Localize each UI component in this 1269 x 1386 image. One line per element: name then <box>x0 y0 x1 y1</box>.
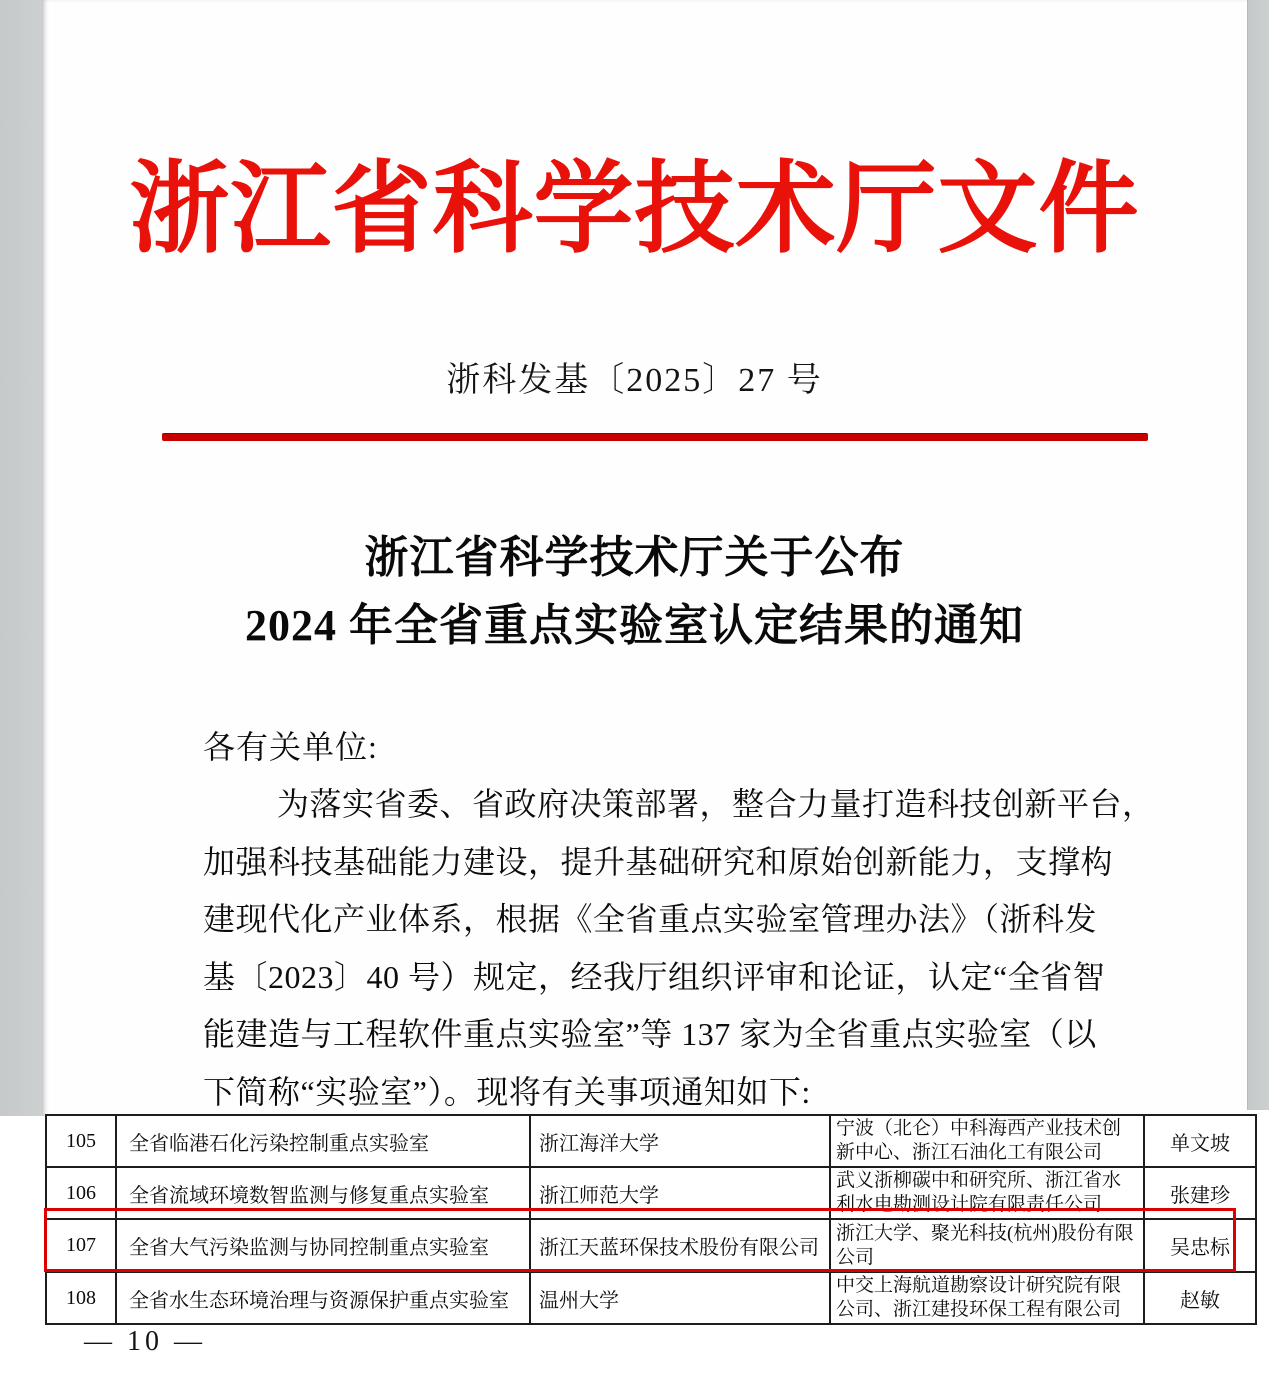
body-line: 加强科技基础能力建设，提升基础研究和原始创新能力，支撑构 <box>203 843 1114 880</box>
red-separator-rule <box>162 433 1148 441</box>
body-line: 基〔2023〕40 号）规定，经我厅组织评审和论证，认定“全省智 <box>203 958 1106 995</box>
table-row <box>46 1115 1256 1167</box>
table-row <box>46 1272 1256 1324</box>
partner-orgs-cell: 浙江大学、聚光科技(杭州)股份有限公司 <box>830 1219 1144 1272</box>
director-cell: 赵敏 <box>1144 1272 1256 1324</box>
lab-name-cell: 全省水生态环境治理与资源保护重点实验室 <box>116 1272 530 1324</box>
director-cell: 张建珍 <box>1144 1167 1256 1219</box>
body-line: 能建造与工程软件重点实验室”等 137 家为全省重点实验室（以 <box>203 1016 1097 1052</box>
partner-orgs-cell: 宁波（北仑）中科海西产业技术创新中心、浙江石油化工有限公司 <box>830 1115 1144 1167</box>
host-org-cell: 浙江师范大学 <box>530 1167 830 1219</box>
director-cell: 单文坡 <box>1144 1115 1256 1167</box>
body-line: 为落实省委、省政府决策部署，整合力量打造科技创新平台， <box>277 786 1155 822</box>
host-org-cell: 浙江海洋大学 <box>530 1115 830 1167</box>
row-number-cell: 106 <box>46 1167 116 1219</box>
salutation: 各有关单位: <box>203 729 378 765</box>
lab-name-cell: 全省流域环境数智监测与修复重点实验室 <box>116 1167 530 1219</box>
notice-title-line1: 浙江省科学技术厅关于公布 <box>364 533 905 582</box>
director-cell: 吴忠标 <box>1144 1219 1256 1272</box>
page-number: — 10 — <box>84 1326 206 1357</box>
row-number-cell: 108 <box>46 1272 116 1324</box>
notice-title <box>0 524 1269 660</box>
lab-name-cell: 全省临港石化污染控制重点实验室 <box>116 1115 530 1167</box>
partner-orgs-cell: 武义浙柳碳中和研究所、浙江省水利水电勘测设计院有限责任公司 <box>830 1167 1144 1219</box>
letterhead-title: 浙江省科学技术厅文件 <box>129 154 1140 265</box>
lab-name-cell: 全省大气污染监测与协同控制重点实验室 <box>116 1219 530 1272</box>
notice-title-line2: 2024 年全省重点实验室认定结果的通知 <box>245 601 1024 650</box>
document-number: 浙科发基〔2025〕27 号 <box>446 362 823 399</box>
row-number-cell: 107 <box>46 1219 116 1272</box>
row-number-cell: 105 <box>46 1115 116 1167</box>
body-paragraph <box>203 776 1155 1121</box>
body-line: 建现代化产业体系，根据《全省重点实验室管理办法》（浙科发 <box>203 901 1098 937</box>
host-org-cell: 温州大学 <box>530 1272 830 1324</box>
partner-orgs-cell: 中交上海航道勘察设计研究院有限公司、浙江建投环保工程有限公司 <box>830 1272 1144 1324</box>
row-107-highlight-box <box>44 1208 1236 1272</box>
body-line: 下简称“实验室”）。现将有关事项通知如下: <box>203 1073 811 1110</box>
host-org-cell: 浙江天蓝环保技术股份有限公司 <box>530 1219 830 1272</box>
